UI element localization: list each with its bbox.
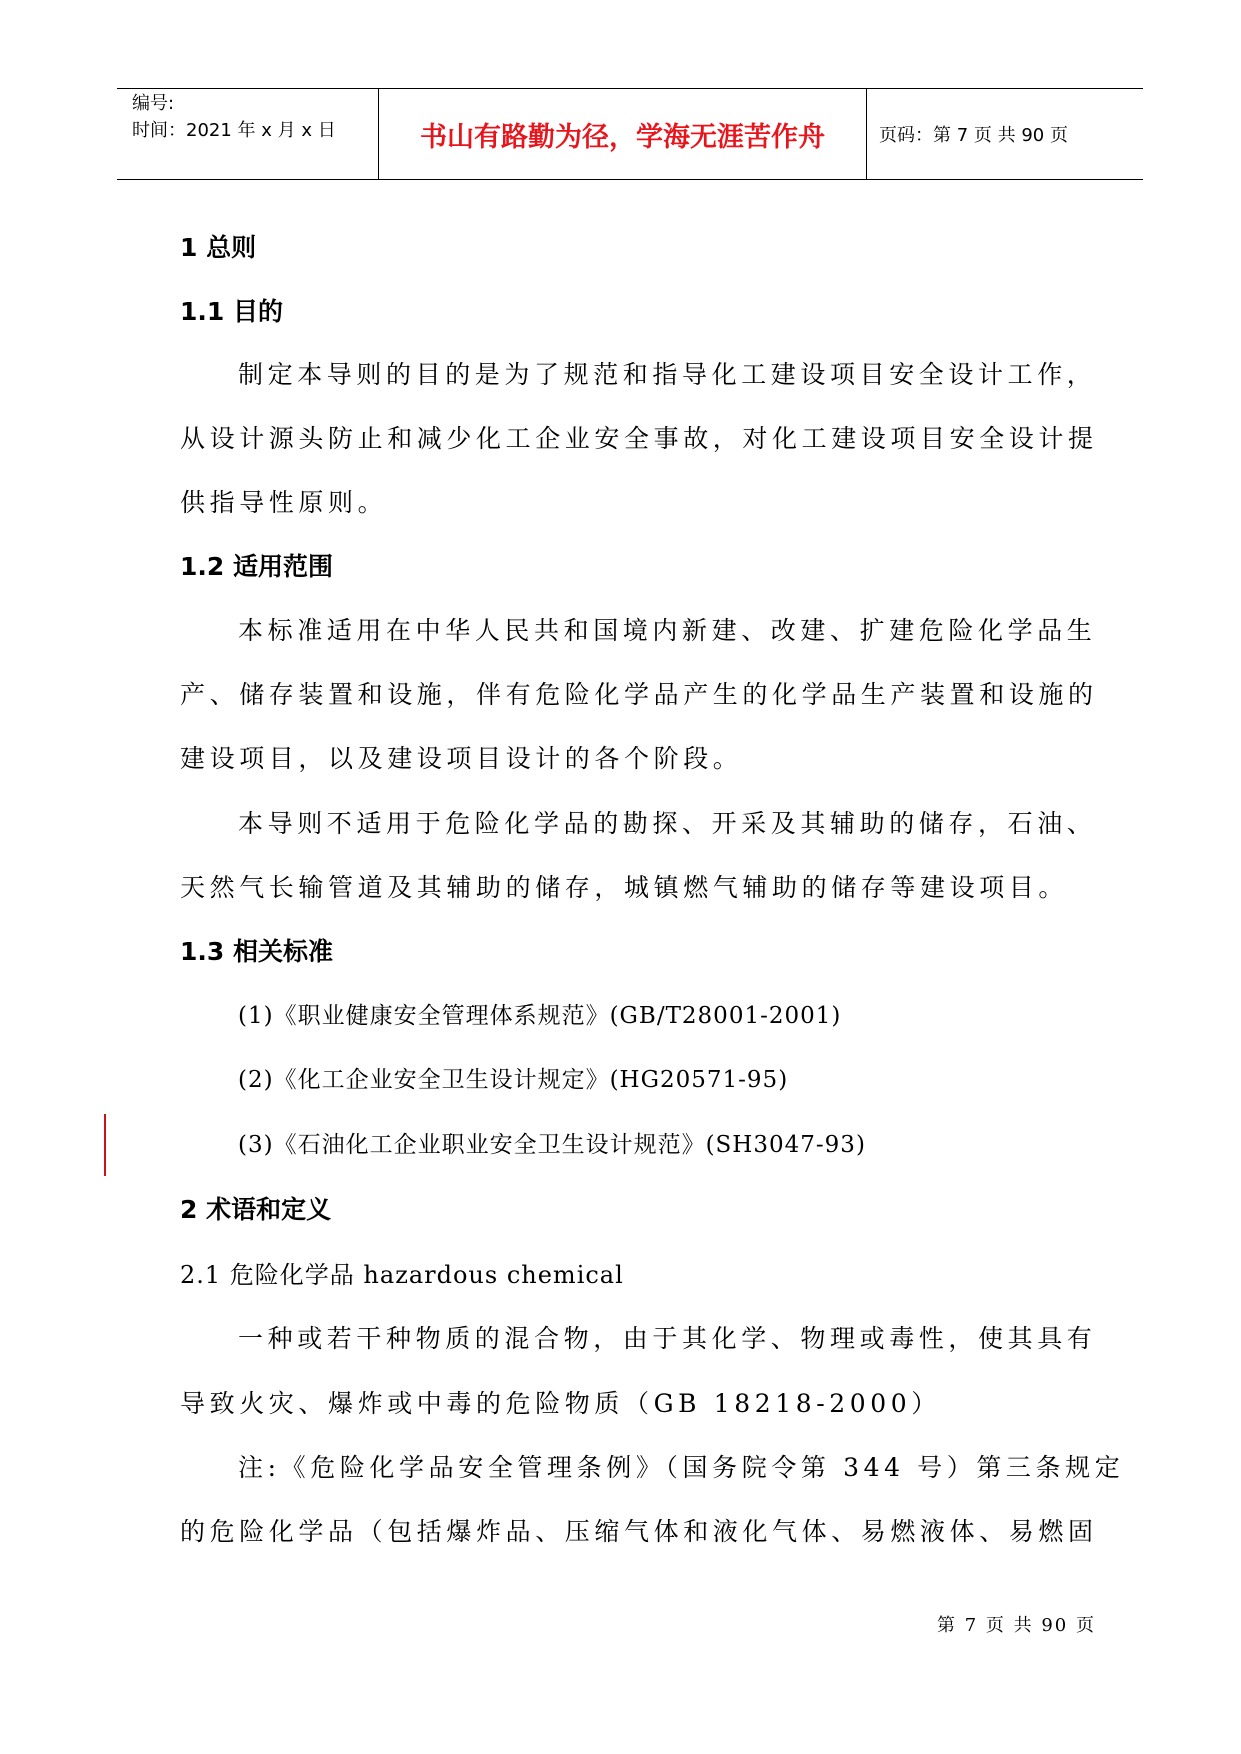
paragraph-line: 供指导性原则。: [180, 488, 388, 517]
header-meta: [117, 89, 379, 179]
section-heading-1-2: 1.2 适用范围: [180, 552, 333, 581]
reference-item: (2)《化工企业安全卫生设计规定》(HG20571-95): [238, 1067, 789, 1093]
revision-bar: [104, 1114, 106, 1176]
section-heading-1-3: 1.3 相关标准: [180, 937, 333, 966]
paragraph-line: 本标准适用在中华人民共和国境内新建、改建、扩建危险化学品生: [238, 616, 1097, 645]
reference-item: (1)《职业健康安全管理体系规范》(GB/T28001-2001): [238, 1003, 842, 1029]
page-header: [117, 88, 1143, 180]
paragraph-line: 建设项目，以及建设项目设计的各个阶段。: [180, 744, 743, 773]
paragraph-line: 注:《危险化学品安全管理条例》（国务院令第 344 号）第三条规定: [238, 1453, 1125, 1482]
number-label: 编号:: [132, 93, 175, 114]
section-heading-1: 1 总则: [180, 233, 257, 262]
paragraph-line: 导致火灾、爆炸或中毒的危险物质（GB 18218-2000）: [180, 1389, 941, 1418]
paragraph-line: 制定本导则的目的是为了规范和指导化工建设项目安全设计工作，: [238, 360, 1097, 389]
paragraph-line: 本导则不适用于危险化学品的勘探、开采及其辅助的储存，石油、: [238, 809, 1097, 838]
section-heading-2: 2 术语和定义: [180, 1195, 332, 1224]
header-page-label: 页码：第 7 页 共 90 页: [879, 125, 1068, 146]
reference-item: (3)《石油化工企业职业安全卫生设计规范》(SH3047-93): [238, 1132, 866, 1158]
header-motto: 书山有路勤为径，学海无涯苦作舟: [379, 89, 867, 179]
paragraph-line: 从设计源头防止和减少化工企业安全事故，对化工建设项目安全设计提: [180, 424, 1098, 453]
section-heading-1-1: 1.1 目的: [180, 297, 283, 326]
paragraph-line: 一种或若干种物质的混合物，由于其化学、物理或毒性，使其具有: [238, 1324, 1097, 1353]
paragraph-line: 天然气长输管道及其辅助的储存，城镇燃气辅助的储存等建设项目。: [180, 873, 1069, 902]
footer-page-info: 第 7 页 共 90 页: [937, 1615, 1096, 1636]
section-heading-2-1: 2.1 危险化学品 hazardous chemical: [180, 1261, 624, 1289]
time-label: 时间：2021 年 x 月 x 日: [132, 120, 336, 141]
paragraph-line: 的危险化学品（包括爆炸品、压缩气体和液化气体、易燃液体、易燃固: [180, 1517, 1098, 1546]
paragraph-line: 产、储存装置和设施，伴有危险化学品产生的化学品生产装置和设施的: [180, 680, 1098, 709]
